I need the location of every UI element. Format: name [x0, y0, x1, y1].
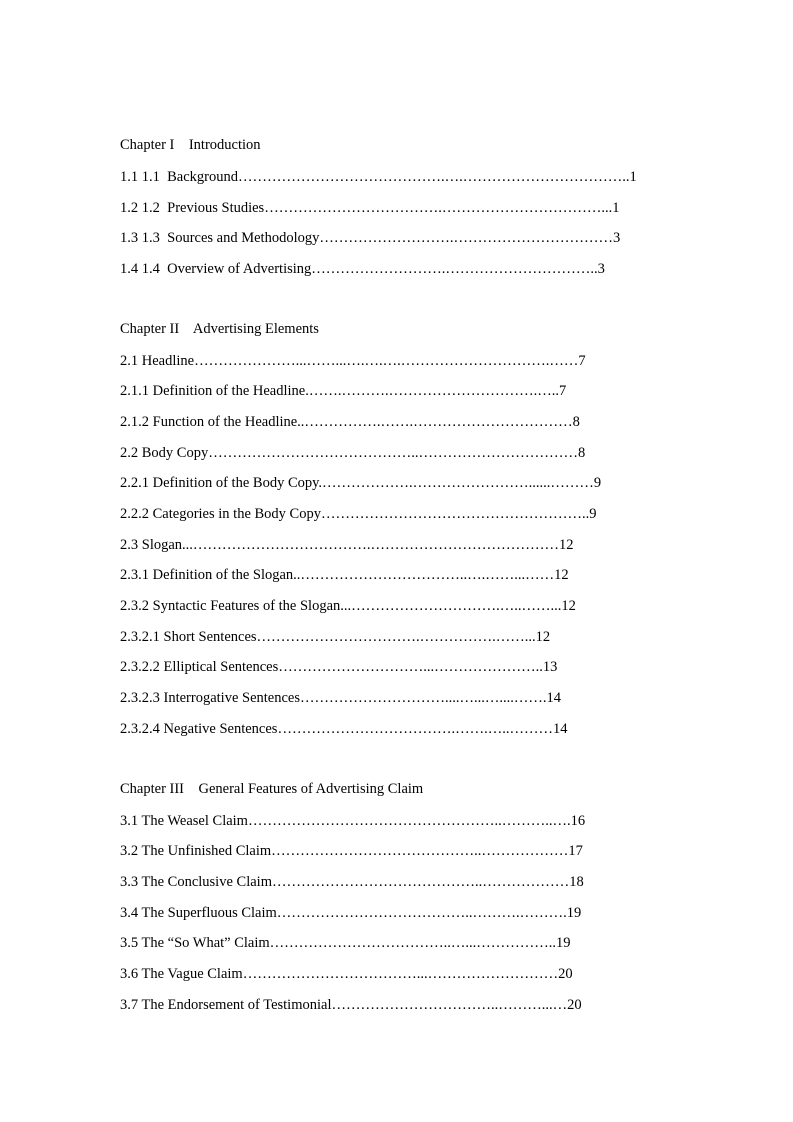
toc-entry: 2.2 Body Copy……………………………………..……………………………8: [120, 445, 586, 461]
chapter-heading: Chapter I Introduction: [120, 137, 261, 153]
toc-entry: 1.1 1.1 Background…………………………………….….……………………………..1: [120, 169, 637, 185]
chapter-heading: Chapter III General Features of Advertising Claim: [120, 781, 424, 797]
toc-entry: 2.2.2 Categories in the Body Copy………………………………………………..9: [120, 506, 597, 522]
toc-entry: 2.1.2 Function of the Headline..…………….…….……………………………8: [120, 414, 580, 430]
toc-entry: 2.3.2.1 Short Sentences…………………………….…………….……...12: [120, 629, 551, 645]
toc-entry: 3.1 The Weasel Claim……………………………………………..………..….16: [120, 813, 586, 829]
toc-entry: 3.4 The Superfluous Claim…………………………………..……….……….19: [120, 905, 582, 921]
toc-entry: 2.1.1 Definition of the Headline.…….……….………………………….…..7: [120, 383, 567, 399]
toc-entry: 2.3 Slogan...……………………………….…………………………………12: [120, 537, 574, 553]
toc-entry: 3.7 The Endorsement of Testimonial……………………………..………...…20: [120, 997, 582, 1013]
toc-entry: 1.4 1.4 Overview of Advertising……………………….…………………………..3: [120, 261, 605, 277]
toc-entry: 3.2 The Unfinished Claim……………………………………..………………17: [120, 843, 583, 859]
toc-entry: 2.1 Headline…………………...……...….….….………………………….……7: [120, 353, 586, 369]
toc-entry: 2.3.2.3 Interrogative Sentences…………………………....…...…....…….14: [120, 690, 561, 706]
toc-entry: 2.3.2 Syntactic Features of the Slogan...………………………….…..……...12: [120, 598, 576, 614]
toc-entry: 1.3 1.3 Sources and Methodology……………………….……………………………3: [120, 230, 621, 246]
toc-entry: 3.5 The “So What” Claim………………………………..…...……………..19: [120, 935, 571, 951]
toc-entry: 3.6 The Vague Claim………………………………...………………………20: [120, 966, 573, 982]
toc-entry: 2.3.2.4 Negative Sentences……………………………….…….…..………14: [120, 721, 568, 737]
toc-entry: 1.2 1.2 Previous Studies……………………………….……………………………...1: [120, 200, 620, 216]
toc-entry: 3.3 The Conclusive Claim……………………………………..………………18: [120, 874, 584, 890]
toc-entry: 2.3.1 Definition of the Slogan..……………………………..….……...……12: [120, 567, 569, 583]
toc-entry: 2.3.2.2 Elliptical Sentences…………………………...…………………..13: [120, 659, 558, 675]
toc-entry: 2.2.1 Definition of the Body Copy.……………….……………………......………9: [120, 475, 602, 491]
chapter-heading: Chapter II Advertising Elements: [120, 321, 319, 337]
